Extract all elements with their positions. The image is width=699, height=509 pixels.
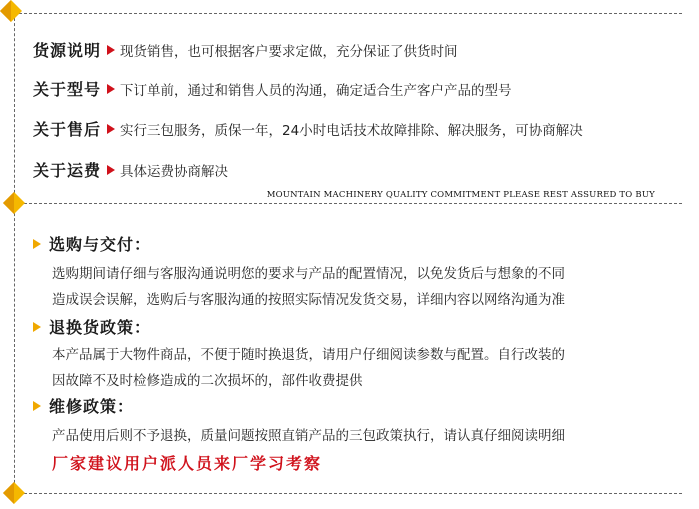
info-row-text: 具体运费协商解决 (120, 163, 229, 180)
section-title-repair (33, 394, 134, 417)
info-row-after-sales (33, 117, 583, 140)
info-row-label: 货源说明 (33, 41, 102, 60)
corner-diamond-icon (0, 0, 22, 22)
info-row-text: 现货销售，也可根据客户要求定做，充分保证了供货时间 (120, 43, 458, 60)
info-row-label: 关于运费 (33, 161, 102, 180)
top-left-border-line (14, 13, 15, 203)
highlight-notice: 厂家建议用户派人员来厂学习考察 (52, 454, 323, 473)
quality-motto: MOUNTAIN MACHINERY QUALITY COMMITMENT PLEASE REST ASSURED TO BUY (266, 190, 655, 200)
top-border-line (14, 13, 682, 14)
red-arrow-icon (107, 84, 115, 94)
bottom-left-border-line (14, 203, 15, 493)
section-title-return (33, 315, 151, 338)
orange-arrow-icon (33, 239, 41, 249)
section-paragraph-line: 产品使用后则不予退换，质量问题按照直销产品的三包政策执行，请认真仔细阅读明细 (52, 428, 565, 444)
info-row-text: 下订单前，通过和销售人员的沟通，确定适合生产客户产品的型号 (120, 82, 512, 99)
orange-arrow-icon (33, 401, 41, 411)
divider-diamond-icon (3, 192, 25, 214)
section-paragraph-line: 因故障不及时检修造成的二次损坏的，部件收费提供 (52, 373, 363, 389)
red-arrow-icon (107, 45, 115, 55)
orange-arrow-icon (33, 322, 41, 332)
info-row-shipping (33, 158, 228, 181)
bottom-diamond-icon (3, 482, 25, 504)
section-paragraph-line: 造成误会误解，选购后与客服沟通的按照实际情况发货交易，详细内容以网络沟通为准 (52, 292, 565, 308)
info-row-model (33, 77, 512, 100)
bottom-border-line (14, 493, 682, 494)
red-arrow-icon (107, 124, 115, 134)
info-row-label: 关于售后 (33, 120, 102, 139)
info-row-text: 实行三包服务，质保一年，24小时电话技术故障排除、解决服务，可协商解决 (120, 122, 583, 139)
section-title-purchase (33, 232, 151, 255)
info-row-label: 关于型号 (33, 80, 102, 99)
section-title-text: 维修政策： (49, 397, 135, 416)
red-arrow-icon (107, 165, 115, 175)
section-title-text: 退换货政策： (49, 318, 152, 337)
section-paragraph-line: 本产品属于大物件商品，不便于随时换退货，请用户仔细阅读参数与配置。自行改装的 (52, 347, 565, 363)
section-divider-line (14, 203, 682, 204)
info-row-supply (33, 38, 458, 61)
section-paragraph-line: 选购期间请仔细与客服沟通说明您的要求与产品的配置情况，以免发货后与想象的不同 (52, 266, 565, 282)
section-title-text: 选购与交付： (49, 235, 152, 254)
